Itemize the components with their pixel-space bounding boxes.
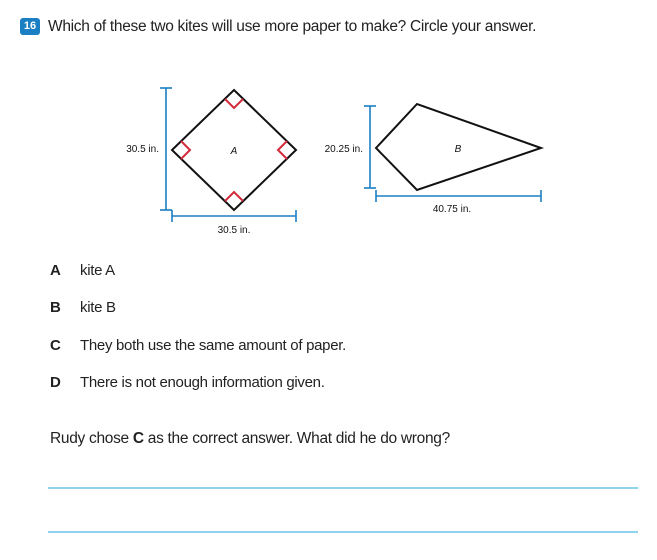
- kite-a-right-angle-left: [181, 141, 190, 159]
- kite-a-right-angle-top: [225, 99, 243, 108]
- kite-b-label: B: [454, 144, 462, 155]
- choice-c[interactable]: [50, 337, 346, 354]
- choice-letter: B: [50, 299, 61, 316]
- choice-text: kite B: [80, 299, 116, 316]
- choice-b[interactable]: [50, 299, 116, 316]
- kite-a-width-label: 30.5 in.: [217, 225, 251, 236]
- choice-a[interactable]: [50, 262, 115, 279]
- kite-b-height-label: 20.25 in.: [324, 144, 363, 155]
- kite-a-right-angle-bottom: [225, 192, 243, 201]
- kite-a-height-label: 30.5 in.: [126, 144, 159, 155]
- kites-figure: [0, 0, 657, 260]
- kite-b-width-label: 40.75 in.: [432, 204, 472, 215]
- answer-line-2[interactable]: [48, 531, 638, 533]
- choice-letter: D: [50, 374, 61, 391]
- choice-text: kite A: [80, 262, 115, 279]
- choice-letter: C: [50, 337, 61, 354]
- kite-a-right-angle-right: [278, 141, 287, 159]
- kite-a: [126, 88, 296, 236]
- answer-line-1[interactable]: [48, 487, 638, 489]
- choice-d[interactable]: [50, 374, 325, 391]
- followup-bold-answer: C: [132, 430, 144, 447]
- choice-text: There is not enough information given.: [80, 374, 325, 391]
- kite-a-label: A: [230, 146, 238, 157]
- question-number: 16: [20, 18, 40, 35]
- question-text: Which of these two kites will use more paper to make? Circle your answer.: [48, 18, 537, 35]
- choice-text: They both use the same amount of paper.: [80, 337, 346, 354]
- choice-letter: A: [50, 262, 61, 279]
- followup-question: Rudy chose C as the correct answer. What did he do wrong?: [50, 430, 450, 447]
- kite-b: [325, 104, 541, 215]
